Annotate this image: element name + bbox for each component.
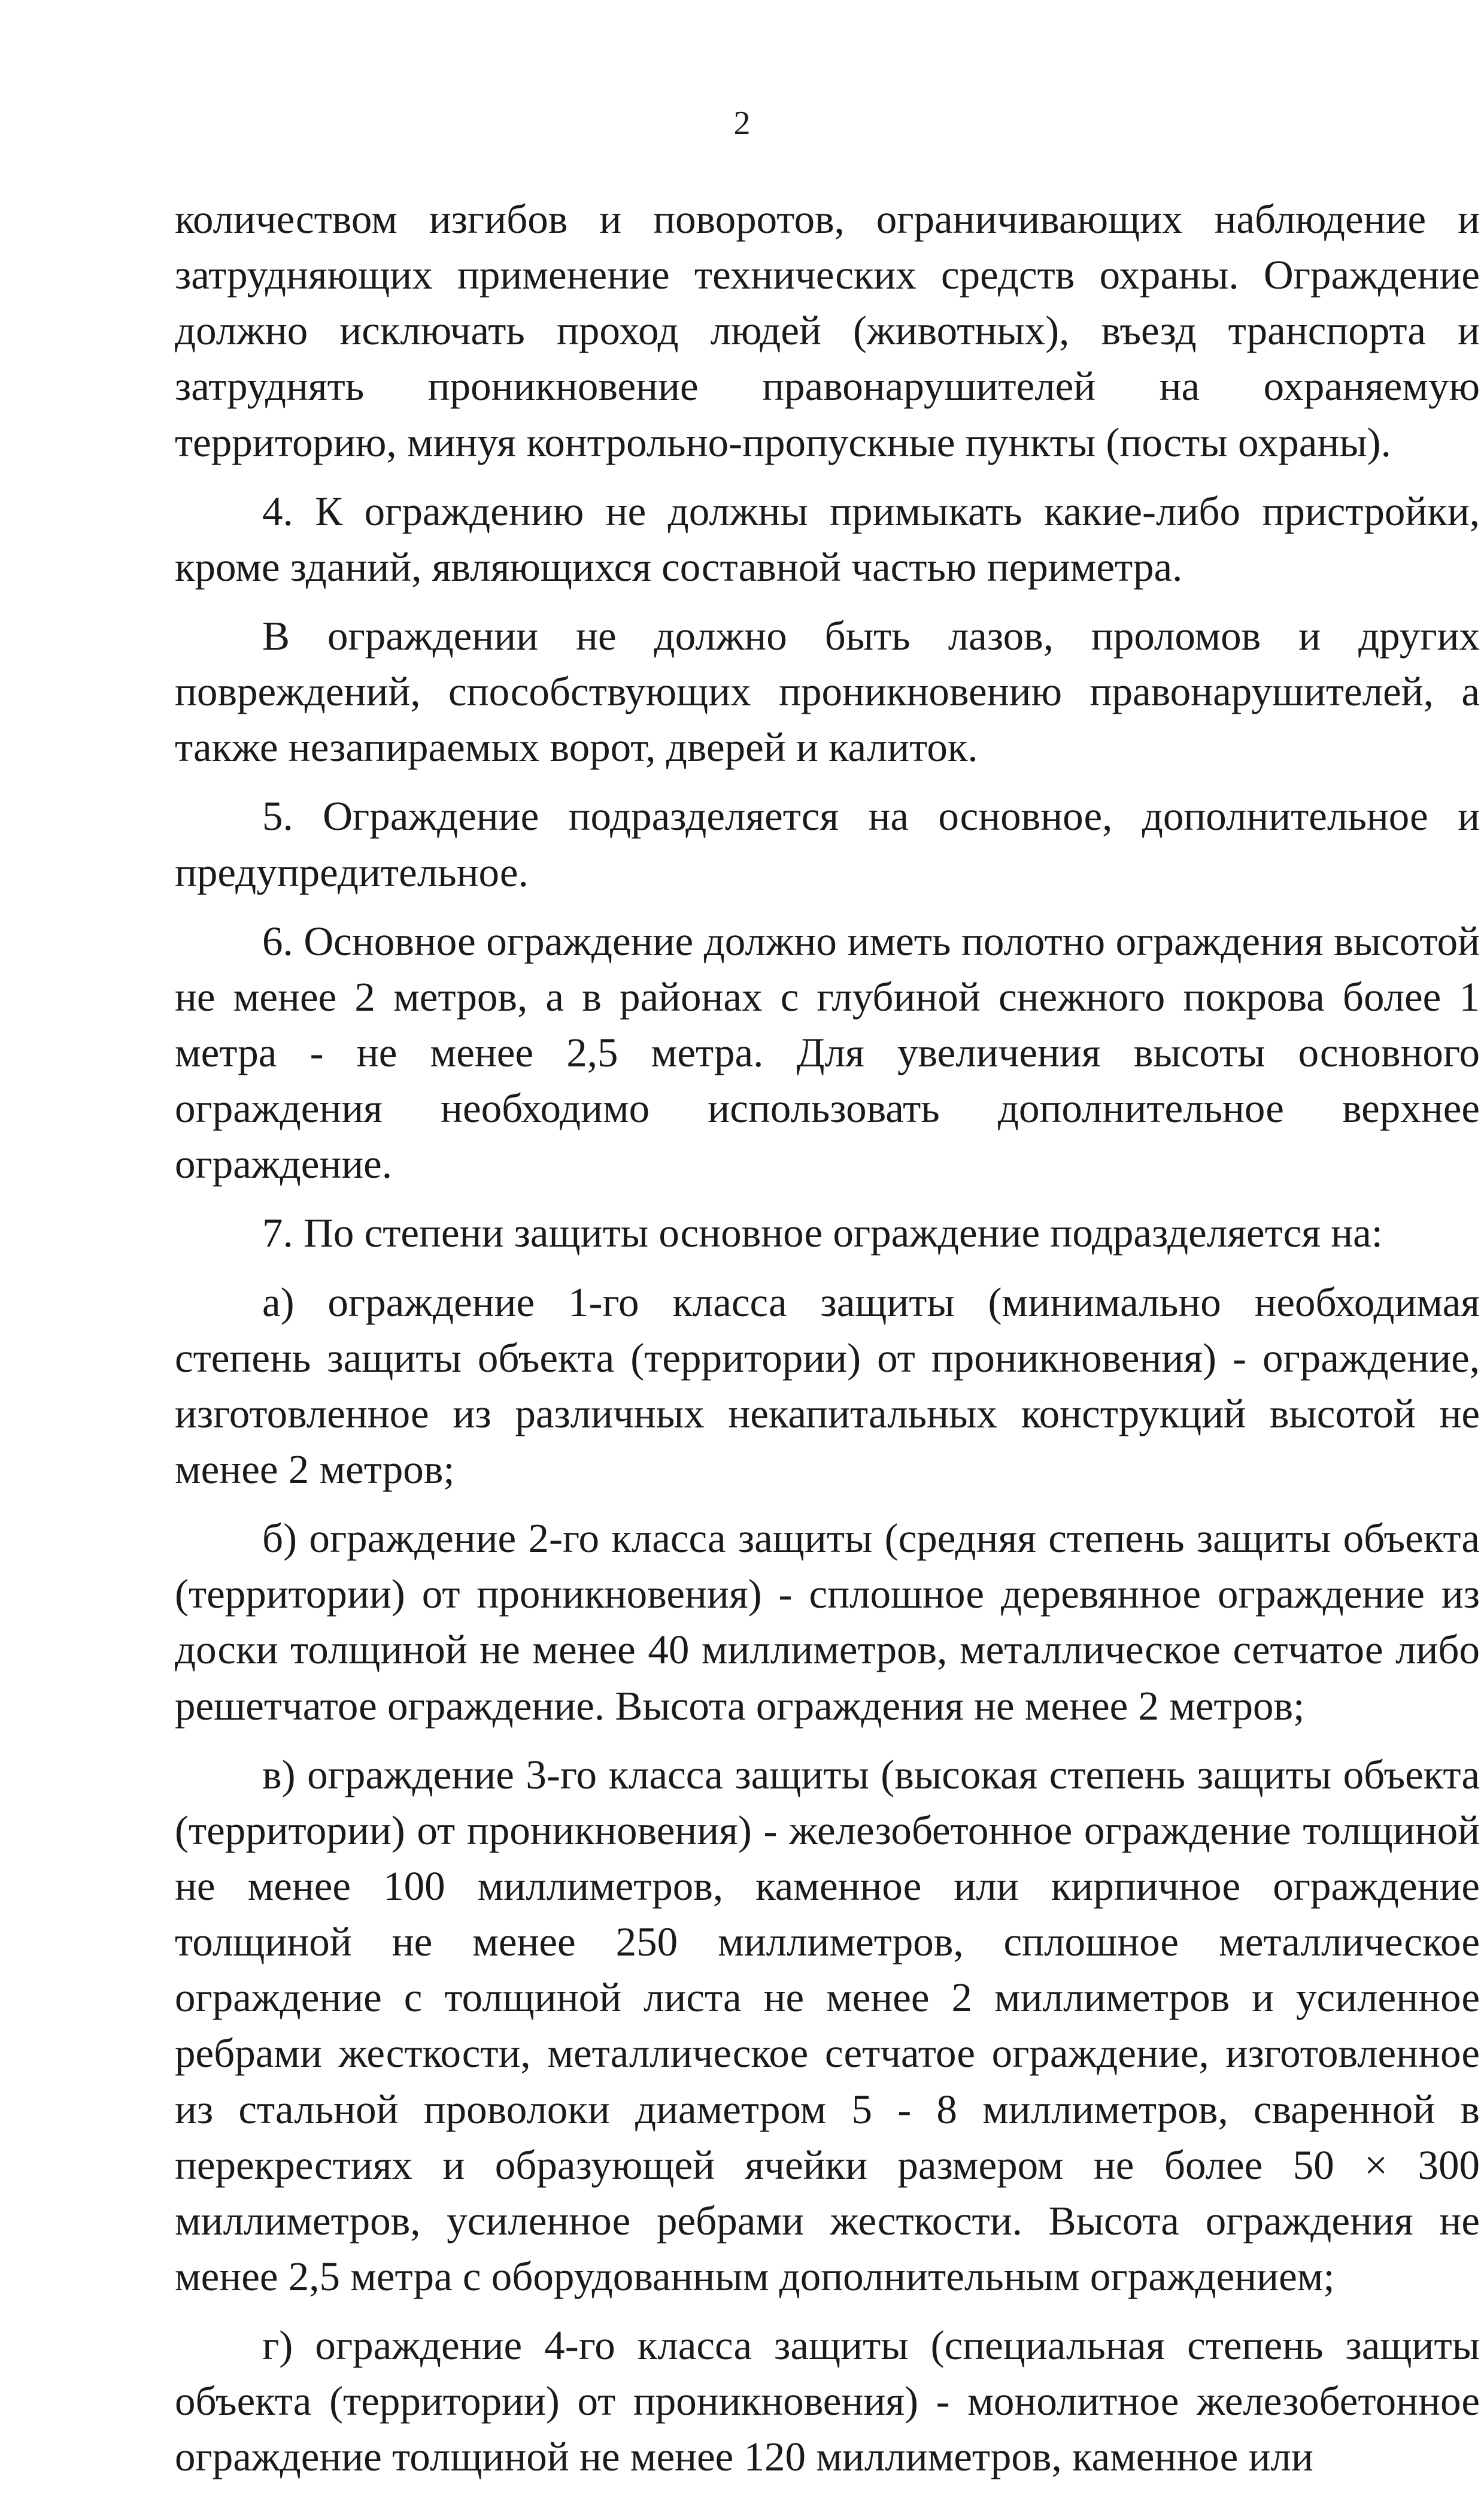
paragraph-subitem-a: а) ограждение 1-го класса защиты (минимально необходимая степень защиты объекта (территории) от проникновения) - ограждение, изготовленное из различных некапитальных конструкций высотой не менее 2 метров; [175,1279,1480,1492]
paragraph-item-4-extra: В ограждении не должно быть лазов, проломов и других повреждений, способствующих проникновению правонарушителей, а также незапираемых ворот, дверей и калиток. [175,613,1480,771]
paragraph-subitem-b: б) ограждение 2-го класса защиты (средняя степень защиты объекта (территории) от проникновения) - сплошное деревянное ограждение из доски толщиной не менее 40 миллиметров, металлическое сетчатое либо решетчатое ограждение. Высота ограждения не менее 2 метров; [175,1515,1480,1729]
page-number: 2 [733,105,751,142]
paragraph-item-6: 6. Основное ограждение должно иметь полотно ограждения высотой не менее 2 метров, а в районах с глубиной снежного покрова более 1 метра - не менее 2,5 метра. Для увеличения высоты основного ограждения необходимо использовать дополнительное верхнее ограждение. [175,918,1480,1187]
document-body [175,192,1480,2498]
paragraph-item-4: 4. К ограждению не должны примыкать какие-либо пристройки, кроме зданий, являющихся составной частью периметра. [175,488,1480,590]
paragraph-subitem-v: в) ограждение 3-го класса защиты (высокая степень защиты объекта (территории) от проникновения) - железобетонное ограждение толщиной не менее 100 миллиметров, каменное или кирпичное ограждение толщиной не менее 250 миллиметров, сплошное металлическое ограждение с толщиной листа не менее 2 миллиметров и усиленное ребрами жесткости, металлическое сетчатое ограждение, изготовленное из стальной проволоки диаметром 5 - 8 миллиметров, сваренной в перекрестиях и образующей ячейки размером не более 50 × 300 миллиметров, усиленное ребрами жесткости. Высота ограждения не менее 2,5 метра с оборудованным дополнительным ограждением; [175,1751,1480,2299]
paragraph-continuation: количеством изгибов и поворотов, ограничивающих наблюдение и затрудняющих применение технических средств охраны. Ограждение должно исключать проход людей (животных), въезд транспорта и затруднять проникновение правонарушителей на охраняемую территорию, минуя контрольно-пропускные пункты (посты охраны). [175,196,1480,465]
paragraph-item-7: 7. По степени защиты основное ограждение подразделяется на: [262,1210,1383,1256]
paragraph-subitem-g: г) ограждение 4-го класса защиты (специальная степень защиты объекта (территории) от проникновения) - монолитное железобетонное ограждение толщиной не менее 120 миллиметров, каменное или [175,2323,1480,2480]
paragraph-item-5: 5. Ограждение подразделяется на основное, дополнительное и предупредительное. [175,793,1480,895]
